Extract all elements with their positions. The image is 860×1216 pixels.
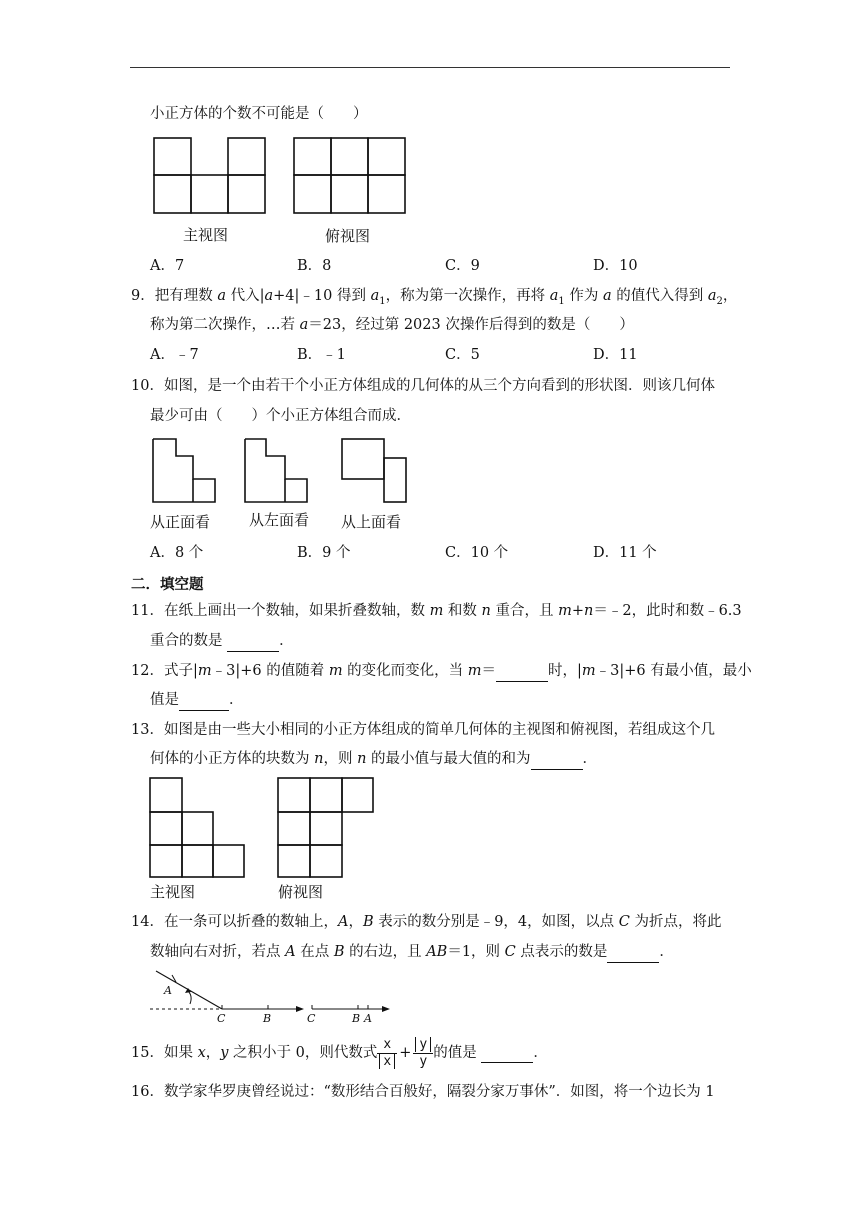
q10-caption-left: 从左面看 [249,511,310,529]
q8-option-d: D．10 [593,258,638,274]
q8-front-view [154,138,265,213]
q8-line: 小正方体的个数不可能是（ ） [150,106,368,122]
q8-option-c: C．9 [445,258,480,274]
q15-fraction-y: $\frac{y}{y}$ [413,1037,433,1070]
q8-caption-front: 主视图 [183,226,229,244]
q10-option-c: C．10 个 [445,545,509,561]
q14-label-b-left: B [263,1012,272,1025]
q13-caption-front: 主视图 [150,883,196,901]
q14-label-a-folded: A [164,984,172,997]
section-title-fill-blank: 二．填空题 [131,577,204,593]
q8-top-view [294,138,405,213]
q12-line2: 值是 ． [150,690,244,711]
q16-line1: 16．数学家华罗庚曾经说过：“数形结合百般好，隔裂分家万事休”．如图，将一个边长为 1 [131,1084,715,1100]
q11-line2: 重合的数是 ． [150,631,294,652]
q14-figure [146,966,401,1026]
q9-line2: 称为第二次操作，…若 a＝23，经过第 2023 次操作后得到的数是（ ） [150,317,634,333]
q8-option-b: B．8 [297,258,332,274]
q10-caption-front: 从正面看 [150,513,211,531]
q8-figure [150,133,420,248]
q10-option-a: A．8 个 [150,545,204,561]
q10-front-view [153,439,215,502]
q10-caption-top: 从上面看 [341,513,402,531]
q8-caption-top: 俯视图 [325,227,371,245]
q13-answer-blank[interactable] [531,749,583,770]
q12-answer-blank-2[interactable] [179,690,229,711]
q9-line1: 9．把有理数 a 代入|a+4|﹣10 得到 $a_1$，称为第一次操作，再将 $a_1$ 作为 a 的值代入得到 $a_2$， [131,288,738,307]
q14-line1: 14．在一条可以折叠的数轴上，A，B 表示的数分别是﹣9，4，如图，以点 C 为折点，将此 [131,914,722,930]
q14-label-a-right: A [364,1012,372,1025]
q13-line1: 13．如图是由一些大小相同的小正方体组成的简单几何体的主视图和俯视图，若组成这个几 [131,722,715,738]
q14-label-c-left: C [217,1012,226,1025]
q12-answer-blank-1[interactable] [496,661,548,682]
q14-line2: 数轴向右对折，若点 A 在点 B 的右边，且 AB＝1，则 C 点表示的数是 ． [150,942,674,963]
q13-front-view [150,778,244,877]
q11-answer-blank[interactable] [227,631,279,652]
q9-option-c: C．5 [445,347,480,363]
q10-line1: 10．如图，是一个由若干个小正方体组成的几何体的从三个方向看到的形状图．则该几何体 [131,378,715,394]
q9-option-a: A．﹣7 [150,347,199,363]
q14-label-b-right: B [352,1012,361,1025]
q10-left-view [245,439,307,502]
q13-top-view [278,778,373,877]
q10-line2: 最少可由（ ）个小正方体组合而成． [150,408,411,424]
q8-option-a: A．7 [150,258,185,274]
q12-line1: 12．式子|m﹣3|+6 的值随着 m 的变化而变化，当 m＝ 时，|m﹣3|+6 有最小值，最小 [131,661,752,682]
q15-answer-blank[interactable] [481,1044,533,1063]
q13-figure [146,775,386,903]
q9-option-d: D．11 [593,347,638,363]
q10-top-view [342,439,406,502]
q11-line1: 11．在纸上画出一个数轴，如果折叠数轴，数 m 和数 n 重合，且 m+n＝﹣2，此时和数﹣6.3 [131,603,742,619]
q14-answer-blank[interactable] [607,942,659,963]
q9-option-b: B．﹣1 [297,347,346,363]
header-rule [130,67,730,68]
q14-label-c-right: C [307,1012,316,1025]
q13-caption-top: 俯视图 [278,883,324,901]
q15-line: 15．如果 x，y 之积小于 0，则代数式 $\frac{x}{x}$ + $\frac{y}{y}$ 的值是 ． [131,1036,548,1069]
q10-option-d: D．11 个 [593,545,657,561]
q13-line2: 何体的小正方体的块数为 n，则 n 的最小值与最大值的和为 ． [150,749,597,770]
q10-option-b: B．9 个 [297,545,351,561]
q10-figure [148,435,418,535]
q15-fraction-x: $\frac{x}{x}$ [377,1037,397,1070]
